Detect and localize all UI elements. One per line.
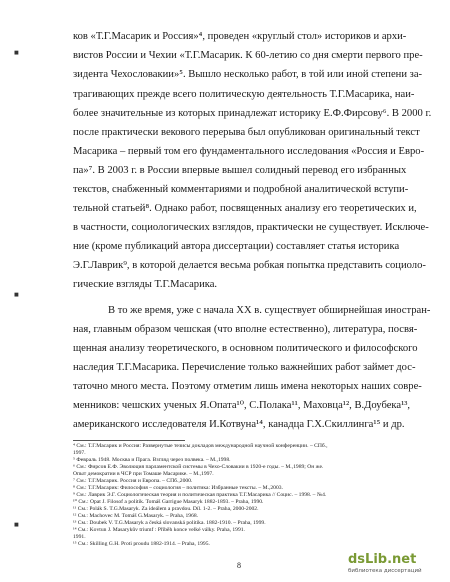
body-line: менников: чешских ученых Я.Опата¹⁰, С.Полака¹¹, Маховца¹², В.Доубека¹³, bbox=[73, 400, 411, 411]
footnote: Опыт демократии в ЧСР при Томаше Масарике. – М.,1997. bbox=[73, 471, 214, 477]
body-line: зидента Чехословакии»⁵. Вышло несколько работ, в той или иной степени за- bbox=[73, 69, 423, 80]
body-line: трагивающих прежде всего политическую деятельность Т.Г.Масарика, наи- bbox=[73, 89, 415, 100]
body-line: ная, главным образом чешская (что вполне естественно), литература, посвя- bbox=[73, 324, 418, 335]
footnote: ⁴ См.: Т.Г.Масарик и Россия: Развернутые тезисы докладов международной научной конференции. – СПб., bbox=[73, 443, 328, 449]
footnote: ¹⁰ См.: Opat J. Filosof a politik. Tomáš Garrigue Masaryk 1882-1893. – Praha, 1990. bbox=[73, 499, 264, 505]
footnote: 1991. bbox=[73, 534, 86, 540]
body-line: ков «Т.Г.Масарик и Россия»⁴, проведен «круглый стол» историков и архи- bbox=[73, 31, 407, 42]
body-line: американского исследователя И.Котвуна¹⁴, канадца Г.Х.Скиллинга¹⁵ и др. bbox=[73, 419, 405, 430]
body-line: наследия Т.Г.Масарика. Перечисление только важнейших работ займет дос- bbox=[73, 362, 416, 373]
footnote: ¹⁴ См.: Kovtun J. Masarykův triumf : Příběh konce velké války. Praha, 1991. bbox=[73, 527, 245, 533]
watermark-logo: dsLib.net bbox=[348, 552, 417, 567]
footnote: ⁸ См.: Т.Г.Масарик: Философия – социология – политика: Избранные тексты. – М.,2003. bbox=[73, 485, 283, 491]
body-line: более значительные из которых принадлежат историку Е.Ф.Фирсову⁶. В 2000 г. bbox=[73, 108, 432, 119]
body-line: В то же время, уже с начала XX в. существует обширнейшая иностран- bbox=[108, 305, 431, 316]
footnote: ⁷ См.: Т.Г.Масарик. Россия и Европа. – СПб.,2000. bbox=[73, 478, 193, 484]
watermark bbox=[346, 552, 444, 578]
body-line: Э.Г.Лаврик⁹, в которой делается весьма робкая попытка представить социоло- bbox=[73, 260, 426, 271]
margin-mark: ■ bbox=[14, 520, 19, 529]
body-line: в частности, социологических взглядов, практически не существует. Исключе- bbox=[73, 222, 429, 233]
body-line: щенная анализу теоретического, в основном политического и философского bbox=[73, 343, 418, 354]
footnote: ¹¹ См.: Polák S. T.G.Masaryk. Za ideálem a pravdou. Díl. 1-2. – Praha, 2000-2002. bbox=[73, 506, 259, 512]
body-line: гические взгляды Т.Г.Масарика. bbox=[73, 279, 218, 290]
footnote: ⁶ См.: Фирсов Е.Ф. Эволюция парламентской системы в Чехо-Словакии в 1920-е годы. – М.,1989; Он же. bbox=[73, 464, 324, 470]
footnote: ⁵ Февраль 1948. Москва и Прага. Взгляд через полвека. – М.,1998. bbox=[73, 457, 231, 463]
body-line: вистов России и Чехии «Т.Г.Масарик. К 60-летию со дня смерти первого пре- bbox=[73, 50, 423, 61]
body-line: таточно много места. Поэтому отметим лишь имена некоторых наших совре- bbox=[73, 381, 422, 392]
body-line: Масарика – первый том его фундаментального исследования «Россия и Евро- bbox=[73, 146, 425, 157]
footnote: ¹² См.: Machovec M. Tomáš G.Masaryk. – Praha, 1968. bbox=[73, 513, 199, 519]
body-line: текстов, снабженный комментариями и подробной аналитической вступи- bbox=[73, 184, 409, 195]
footnote: ¹³ См.: Doubek V. T.G.Masaryk a česká slovanská politika. 1882-1910. – Praha, 1999. bbox=[73, 520, 266, 526]
body-line: па»⁷. В 2003 г. в России впервые вышел солидный перевод его избранных bbox=[73, 165, 407, 176]
footnote: 1997. bbox=[73, 450, 86, 456]
margin-mark: ■ bbox=[14, 48, 19, 57]
body-line: ние (кроме публикаций автора диссертации) составляет статья историка bbox=[73, 241, 400, 252]
page-number: 8 bbox=[237, 561, 241, 570]
body-line: после практически векового перерыва был опубликован оригинальный текст bbox=[73, 127, 420, 138]
footnote: ¹⁵ См.: Skilling G.H. Proti proudu 1882-1914. – Praha, 1995. bbox=[73, 541, 210, 547]
watermark-subtitle: библиотека диссертаций bbox=[348, 568, 422, 574]
body-line: тельной статьей⁸. Однако работ, посвященных анализу его теоретических и, bbox=[73, 203, 417, 214]
margin-mark: ■ bbox=[14, 290, 19, 299]
footnote-rule bbox=[73, 440, 185, 441]
footnote: ⁹ См.: Лаврик Э.Г. Социологическая теория и политическая практика Т.Г.Масарика // Социс. – 1998. – №4. bbox=[73, 492, 327, 498]
